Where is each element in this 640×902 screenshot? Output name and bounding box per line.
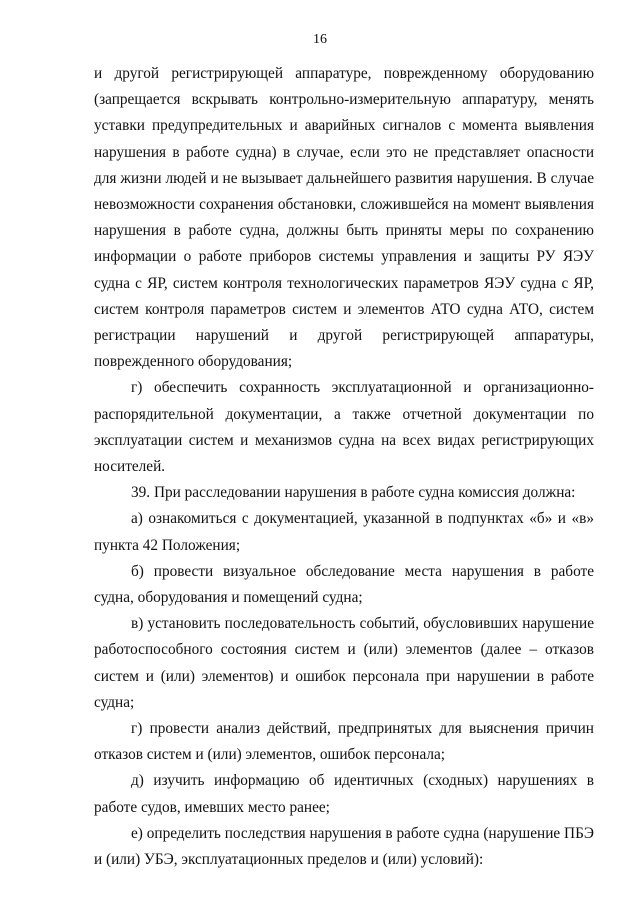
paragraph-item-a: а) ознакомиться с документацией, указанной в подпунктах «б» и «в» пункта 42 Положения; [94, 510, 594, 554]
paragraph-item-b: б) провести визуальное обследование места нарушения в работе судна, оборудования и помещений судна; [94, 562, 594, 607]
document-body [94, 61, 594, 873]
paragraph-section-39: 39. При расследовании нарушения в работе судна комиссия должна: [131, 484, 576, 502]
paragraph-item-d: д) изучить информацию об идентичных (сходных) нарушениях в работе судов, имевших место ранее; [94, 772, 594, 816]
paragraph-continuation: и другой регистрирующей аппаратуре, поврежденному оборудованию (запрещается вскрывать контрольно-измерительную аппаратуру, менять уставки предупредительных и аварийных сигналов с момента выявления нарушения в работе судна) в случае, если это не представляет опасности для жизни людей и не вызывает дальнейшего развития нарушения. В случае невозможности сохранения обстановки, сложившейся на момент выявления нарушения в работе судна, должны быть приняты меры по сохранению информации о работе приборов системы управления и защиты РУ ЯЭУ судна с ЯР, систем контроля технологических параметров ЯЭУ судна с ЯР, систем контроля параметров систем и элементов АТО судна АТО, систем регистрации нарушений и другой регистрирующей аппаратуры, поврежденного оборудования; [94, 65, 594, 371]
paragraph-item-v: в) установить последовательность событий, обусловивших нарушение работоспособного состояния систем и (или) элементов (далее – отказов систем и (или) элементов) и ошибок персонала при нарушении в работе судна; [94, 615, 594, 711]
paragraph-item-e: е) определить последствия нарушения в работе судна (нарушение ПБЭ и (или) УБЭ, эксплуатационных пределов и (или) условий): [94, 824, 594, 869]
paragraph-item-g-preserve-documentation: г) обеспечить сохранность эксплуатационной и организационно-распорядительной документации, а также отчетной документации по эксплуатации систем и механизмов судна на всех видах регистрирующих носителей. [94, 379, 594, 476]
page-number: 16 [313, 32, 327, 47]
paragraph-item-g-analysis: г) провести анализ действий, предпринятых для выяснения причин отказов систем и (или) элементов, ошибок персонала; [94, 720, 594, 764]
